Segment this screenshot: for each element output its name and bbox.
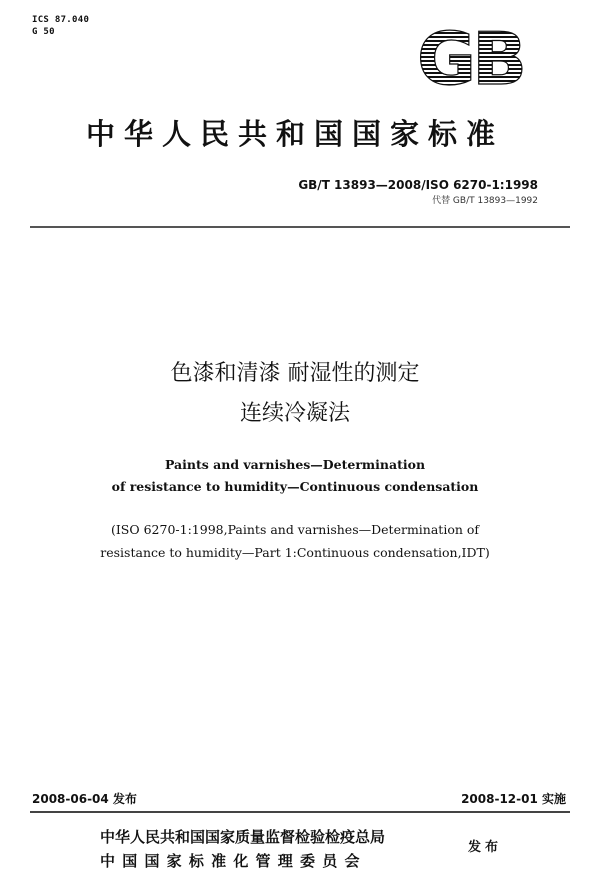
iso-equivalence-line1: (ISO 6270-1:1998,Paints and varnishes—Determination of [110, 522, 480, 537]
english-title-line1: Paints and varnishes—Determination [164, 457, 426, 472]
chinese-title-line1: 色漆和清漆 耐湿性的测定 [170, 361, 420, 386]
ics-code: ICS 87.040 [32, 15, 90, 25]
footer-divider [30, 811, 570, 813]
svg-text:GB: GB [417, 24, 523, 92]
standard-number: GB/T 13893—2008/ISO 6270-1:1998 [298, 178, 538, 192]
iso-equivalence-line2: resistance to humidity—Part 1:Continuous condensation,IDT) [100, 545, 490, 560]
header-divider [30, 226, 570, 228]
issuer-line1: 中华人民共和国国家质量监督检验检疫总局 [100, 828, 386, 846]
publication-date: 2008-06-04 发布 [32, 792, 137, 806]
implementation-date: 2008-12-01 实施 [461, 792, 566, 806]
gb-logo [400, 24, 540, 92]
chinese-title-line2: 连续冷凝法 [239, 401, 350, 426]
ccs-code: G 50 [32, 27, 55, 37]
issuer-line2: 中 国 国 家 标 准 化 管 理 委 员 会 [100, 852, 361, 870]
publish-label: 发布 [468, 840, 503, 855]
replaces-standard: 代替 GB/T 13893—1992 [432, 196, 538, 206]
english-title-line2: of resistance to humidity—Continuous condensation [111, 479, 479, 494]
classification-codes [32, 14, 89, 38]
national-standard-title: 中华人民共和国国家标准 [85, 117, 504, 151]
